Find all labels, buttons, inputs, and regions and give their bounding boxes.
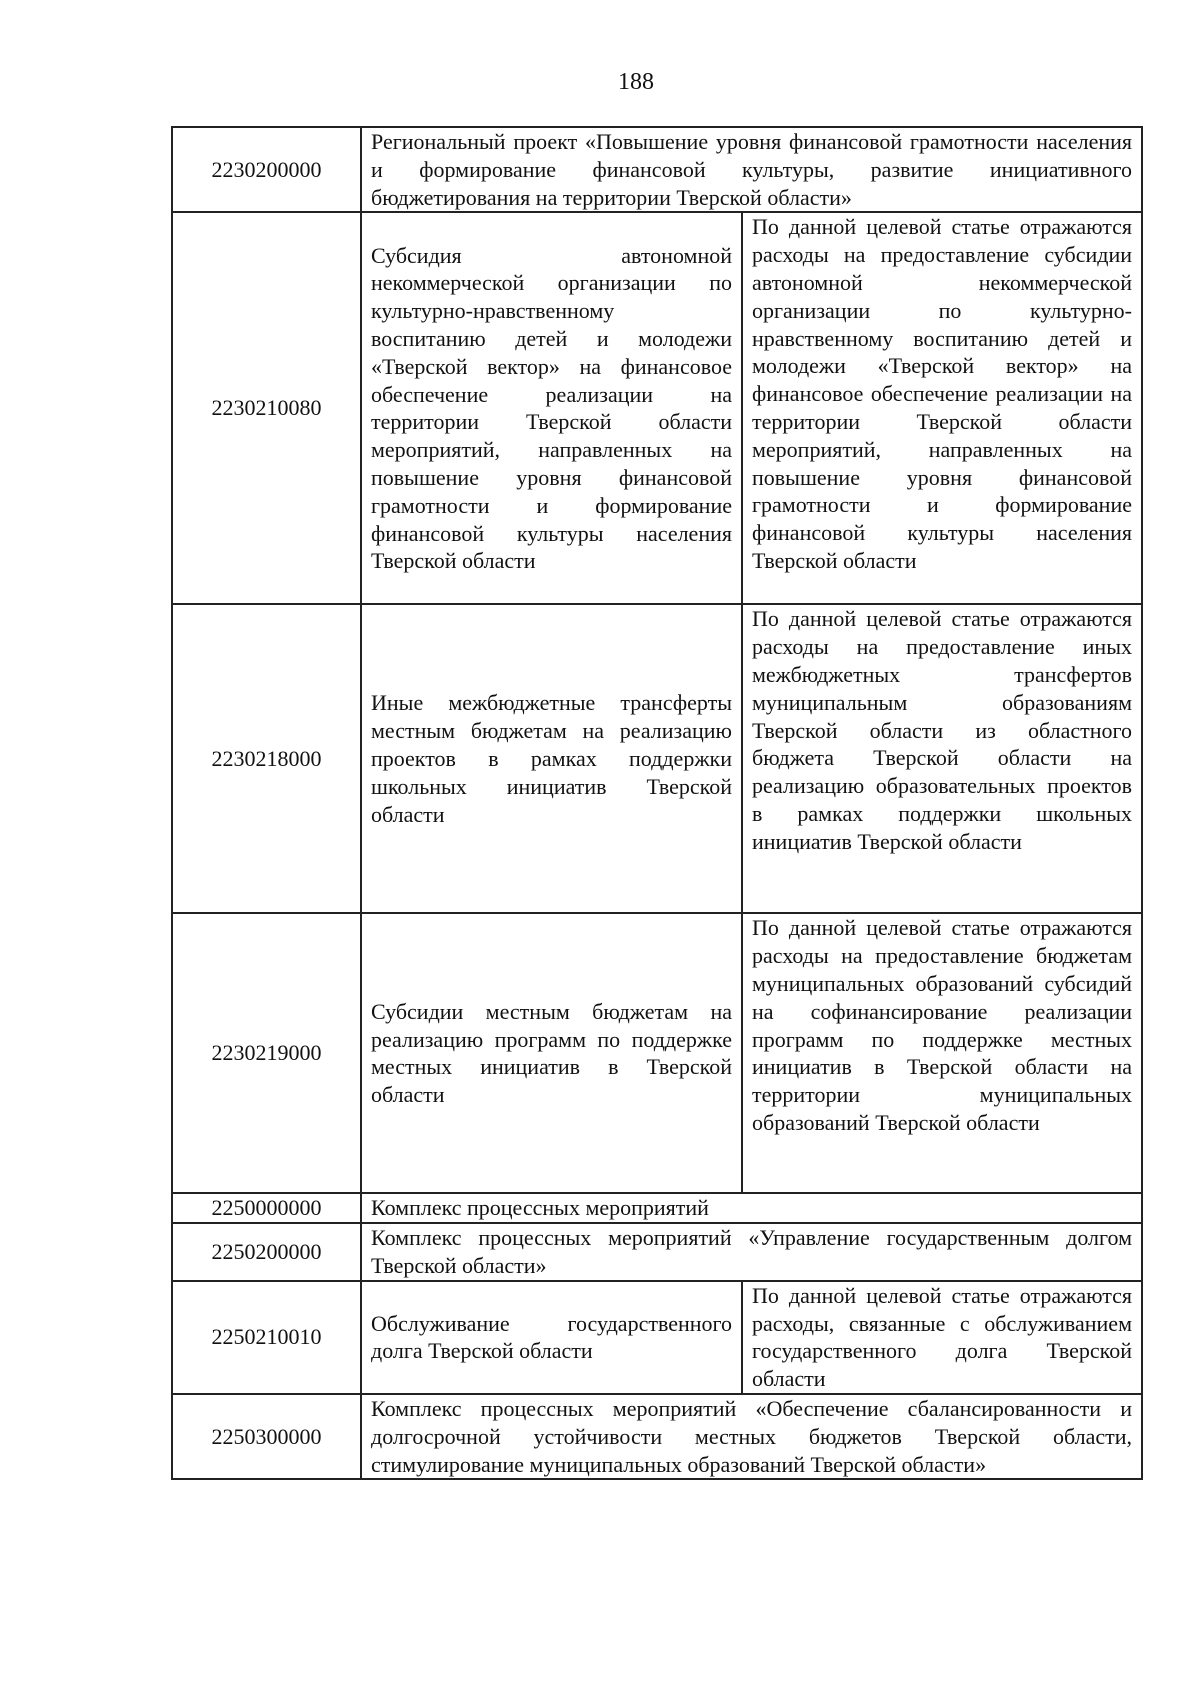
page-number: 188 [618, 69, 654, 95]
row-code: 2230210080 [172, 212, 361, 604]
row-description: По данной целевой статье отражаются расходы на предоставление субсидии автономной некоммерческой организации по культурно-нравственному воспитанию детей и молодежи «Тверской вектор» на финансовое обеспечение реализации на территории Тверской области мероприятий, направленных на повышение уровня финансовой грамотности и формирование финансовой культуры населения Тверской области [742, 212, 1142, 604]
table-row [172, 1223, 1142, 1281]
row-code: 2250000000 [172, 1193, 361, 1223]
row-name: Субсидии местным бюджетам на реализацию программ по поддержке местных инициатив в Тверской области [361, 913, 742, 1193]
row-name: Субсидия автономной некоммерческой организации по культурно-нравственному воспитанию детей и молодежи «Тверской вектор» на финансовое обеспечение реализации на территории Тверской области мероприятий, направленных на повышение уровня финансовой грамотности и формирование финансовой культуры населения Тверской области [361, 212, 742, 604]
row-code: 2230200000 [172, 127, 361, 212]
row-code: 2230218000 [172, 604, 361, 913]
table-row [172, 1193, 1142, 1223]
row-code: 2250210010 [172, 1281, 361, 1394]
row-name: Иные межбюджетные трансферты местным бюджетам на реализацию проектов в рамках поддержки школьных инициатив Тверской области [361, 604, 742, 913]
row-code: 2250300000 [172, 1394, 361, 1479]
row-description: По данной целевой статье отражаются расходы, связанные с обслуживанием государственного долга Тверской области [742, 1281, 1142, 1394]
row-code: 2230219000 [172, 913, 361, 1193]
table-row [172, 1394, 1142, 1479]
table-row [172, 1281, 1142, 1394]
row-code: 2250200000 [172, 1223, 361, 1281]
budget-classification-table [171, 126, 1143, 1480]
row-name: Обслуживание государственного долга Тверской области [361, 1281, 742, 1394]
row-description: По данной целевой статье отражаются расходы на предоставление иных межбюджетных трансфертов муниципальным образованиям Тверской области из областного бюджета Тверской области на реализацию образовательных проектов в рамках поддержки школьных инициатив Тверской области [742, 604, 1142, 913]
row-title: Региональный проект «Повышение уровня финансовой грамотности населения и формирование финансовой культуры, развитие инициативного бюджетирования на территории Тверской области» [361, 127, 1142, 212]
row-title: Комплекс процессных мероприятий [361, 1193, 1142, 1223]
table-row [172, 604, 1142, 913]
table-row [172, 913, 1142, 1193]
table-row [172, 212, 1142, 604]
row-description: По данной целевой статье отражаются расходы на предоставление бюджетам муниципальных образований субсидий на софинансирование реализации программ по поддержке местных инициатив в Тверской области на территории муниципальных образований Тверской области [742, 913, 1142, 1193]
row-title: Комплекс процессных мероприятий «Обеспечение сбалансированности и долгосрочной устойчивости местных бюджетов Тверской области, стимулирование муниципальных образований Тверской области» [361, 1394, 1142, 1479]
row-title: Комплекс процессных мероприятий «Управление государственным долгом Тверской области» [361, 1223, 1142, 1281]
table-row [172, 127, 1142, 212]
